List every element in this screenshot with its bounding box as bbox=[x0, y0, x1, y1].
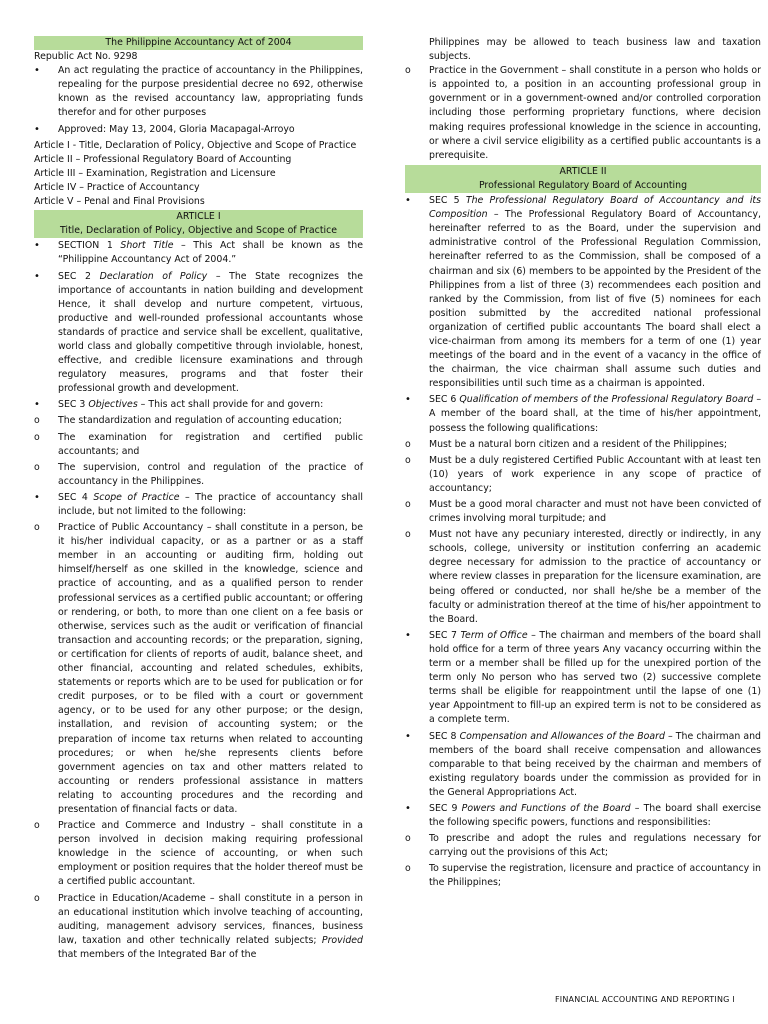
section-text: The examination for registration and certified public accountants; and bbox=[58, 431, 363, 457]
section-text: Must be a good moral character and must not have been convicted of crimes involving moral turpitude; and bbox=[429, 499, 761, 525]
list-marker: • bbox=[405, 629, 411, 641]
list-marker: o bbox=[405, 438, 411, 450]
article-2-title: Professional Regulatory Board of Accounting bbox=[478, 179, 688, 191]
section-text: Practice in Education/Academe – shall constitute in a person in an educational institution which involve teaching of accounting, auditing, management advisory services, finances, business law, taxation and other technically related subjects; bbox=[58, 892, 363, 946]
section-text: – This Act shall be known as the “Philippine Accountancy Act of 2004.” bbox=[58, 240, 363, 266]
section-number: SECTION 1 bbox=[58, 240, 121, 252]
sub-item bbox=[405, 832, 761, 860]
section-text: Practice of Public Accountancy – shall constitute in a person, be it his/her individual capacity, or as a partner or as a staff member in an accounting or auditing firm, holding out himself/herself as one skilled in the knowledge, science and practice of accounting, and as a qualified person to render professional services as a certified public accountant; or offering or rendering, or both, to more than one client on a fee basis or otherwise, services such as the audit or verification of financial transaction and accounting records; or the preparation, signing, or certification for clients of reports of audit, balance sheet, and other financial, accounting and related schedules, exhibits, statements or reports which are to be used for publication or for credit purposes, or to be filed with a court or government agency, or to be used for any other purpose; or the design, installation, and revision of accounting system; or the preparation of income tax returns when related to accounting procedures; or when he/she represents clients before government agencies on tax and other matters related to accounting or renders professional assistance in matters relating to accounting procedures and the recording and presentation of financial facts or data. bbox=[58, 522, 363, 815]
section-text: To supervise the registration, licensure and practice of accountancy in the Philippines; bbox=[429, 863, 761, 889]
act-title-band bbox=[34, 36, 363, 50]
section-bullet bbox=[405, 802, 761, 830]
toc-entry: Article III – Examination, Registration and Licensure bbox=[34, 167, 276, 179]
republic-act-number: Republic Act No. 9298 bbox=[34, 51, 138, 63]
sub-item bbox=[405, 862, 761, 890]
section-text: Must be a duly registered Certified Public Accountant with at least ten (10) years of work experience in any scope of practice of accountancy; bbox=[429, 454, 761, 494]
toc-entry: Article V – Penal and Final Provisions bbox=[34, 196, 205, 208]
section-bullet bbox=[34, 239, 363, 267]
list-marker: • bbox=[405, 195, 411, 207]
continuation-paragraph: Philippines may be allowed to teach business law and taxation subjects. bbox=[429, 37, 761, 63]
sub-item bbox=[405, 528, 761, 627]
section-text: To prescribe and adopt the rules and regulations necessary for carrying out the provisions of this Act; bbox=[429, 833, 761, 859]
list-marker: o bbox=[405, 454, 411, 466]
list-marker: o bbox=[34, 431, 40, 443]
section-text: Practice and Commerce and Industry – shall constitute in a person involved in decision making requiring professional knowledge in the science of accounting, or when such employment or position requires that the holder thereof must be a certified public accountant. bbox=[58, 820, 363, 888]
list-marker: o bbox=[405, 833, 411, 845]
section-text: – This act shall provide for and govern: bbox=[137, 399, 324, 411]
list-marker: o bbox=[405, 65, 411, 77]
article-2-label: ARTICLE II bbox=[559, 165, 607, 177]
section-number: SEC 2 bbox=[58, 270, 100, 282]
toc-entry: Article I - Title, Declaration of Policy, Objective and Scope of Practice bbox=[34, 139, 357, 151]
sub-item bbox=[405, 454, 761, 496]
section-heading: Powers and Functions of the Board bbox=[461, 802, 631, 814]
article-1-label: ARTICLE I bbox=[176, 211, 221, 223]
list-marker: • bbox=[34, 491, 40, 503]
sub-item bbox=[34, 414, 363, 428]
act-title: The Philippine Accountancy Act of 2004 bbox=[105, 37, 292, 48]
section-text: The standardization and regulation of accounting education; bbox=[58, 415, 342, 427]
section-heading: The Professional Regulatory Board of Accountancy and its Composition bbox=[429, 195, 761, 221]
article-2-items bbox=[405, 194, 761, 891]
list-marker: o bbox=[34, 522, 40, 534]
section-number: SEC 7 bbox=[429, 629, 461, 641]
section-text: Must be a natural born citizen and a resident of the Philippines; bbox=[429, 438, 728, 450]
sub-item bbox=[34, 431, 363, 459]
section-text: – A member of the board shall, at the time of his/her appointment, possess the following qualifications: bbox=[429, 394, 762, 434]
list-marker: o bbox=[34, 892, 40, 904]
section-bullet bbox=[405, 393, 761, 435]
sub-item bbox=[405, 64, 761, 163]
emphasis-word: Provided bbox=[321, 934, 363, 946]
section-bullet bbox=[405, 629, 761, 728]
list-marker: • bbox=[405, 802, 411, 814]
section-number: SEC 3 bbox=[58, 399, 89, 411]
section-heading: Qualification of members of the Professional Regulatory Board bbox=[459, 394, 754, 406]
section-number: SEC 5 bbox=[429, 195, 466, 207]
section-text: – The Professional Regulatory Board of Accountancy, hereinafter referred to as the Board, under the supervision and administrative control of the Professional Regulation Commission, hereinafter referred to as the Commission, shall be composed of a chairman and six (6) members to be appointed by the President of the Philippines from a list of three (3) recommendees each position and ranked by the Commission, from list of five (5) nominees for each position submitted by the accredited national professional organization of certified public accountants The board shall elect a vice-chairman from among its members for a term of one (1) year meetings of the board and in the event of a vacancy in the office of the chairman, the vice chairman shall assume such duties and responsibilities until such time as a chairman is appointed. bbox=[429, 209, 761, 390]
scope-items-continued bbox=[405, 64, 761, 163]
list-marker: o bbox=[405, 499, 411, 510]
sub-item bbox=[405, 498, 761, 526]
section-heading: Declaration of Policy bbox=[99, 270, 208, 282]
intro-bullet: • Approved: May 13, 2004, Gloria Macapagal-Arroyo bbox=[34, 123, 295, 135]
list-marker: • bbox=[405, 730, 411, 742]
section-text: – The State recognizes the importance of accountants in nation building and development Hence, it shall develop and nurture competent, virtuous, productive and well-rounded professional accountants whose standards of practice and service shall be excellent, qualitative, world class and globally competitive through inviolable, honest, effective, and credible licensure examinations and through regulatory measures, programs and that foster their professional growth and development. bbox=[58, 270, 363, 395]
list-marker: o bbox=[34, 820, 40, 832]
sub-item bbox=[34, 892, 363, 962]
section-bullet bbox=[405, 730, 761, 800]
section-text: – The practice of accountancy shall include, but not limited to the following: bbox=[58, 491, 363, 517]
section-text-tail: that members of the Integrated Bar of the bbox=[58, 948, 257, 960]
list-marker: • bbox=[34, 240, 40, 252]
list-marker: o bbox=[34, 461, 40, 473]
article-1-items bbox=[34, 239, 363, 962]
right-column bbox=[405, 36, 761, 893]
sub-item bbox=[34, 819, 363, 889]
page-footer: FINANCIAL ACCOUNTING AND REPORTING I bbox=[555, 995, 735, 1004]
section-heading: Compensation and Allowances of the Board bbox=[459, 730, 665, 742]
intro-bullet: • An act regulating the practice of accountancy in the Philippines, repealing for the purpose presidential decree no 692, otherwise known as the revised accountancy law, appropriating funds therefor and for other purposes bbox=[34, 65, 363, 119]
article-1-title: Title, Declaration of Policy, Objective and Scope of Practice bbox=[59, 225, 338, 237]
section-heading: Short Title bbox=[120, 240, 174, 252]
section-bullet bbox=[34, 270, 363, 397]
list-marker: • bbox=[34, 399, 40, 411]
section-text: Practice in the Government – shall constitute in a person who holds or is appointed to, a position in an accounting professional group in government or in a government-owned and/or controlled corporation including those performing proprietary functions, where decision making requires professional knowledge in the science in accounting, or where a civil service eligibility as a certified public accountants is a prerequisite. bbox=[429, 65, 761, 161]
list-marker: • bbox=[34, 270, 40, 282]
section-text: – The chairman and members of the board shall hold office for a term of three years Any vacancy occurring within the term or a member shall be filled up for the unexpired portion of the term only No person who has served two (2) successive complete terms shall be eligible for reappointment until the lapse of one (1) year Appointment to fill-up an expired term is not to be considered as a complete term. bbox=[429, 629, 761, 726]
section-number: SEC 9 bbox=[429, 802, 462, 814]
section-text: The supervision, control and regulation of the practice of accountancy in the Philippines. bbox=[58, 461, 363, 487]
list-marker: o bbox=[34, 415, 40, 427]
article-2-band bbox=[405, 165, 761, 193]
section-heading: Objectives bbox=[88, 399, 138, 411]
section-text: – The chairman and members of the board shall receive compensation and allowances comparable to that being received by the chairman and members of existing regulatory boards under the commission as provided for in the General Appropriations Act. bbox=[429, 730, 762, 798]
section-number: SEC 4 bbox=[58, 491, 94, 503]
toc-entry: Article II – Professional Regulatory Board of Accounting bbox=[34, 153, 292, 165]
sub-item bbox=[34, 461, 363, 489]
section-bullet bbox=[34, 398, 363, 412]
section-bullet bbox=[405, 194, 761, 391]
list-marker: • bbox=[405, 394, 411, 406]
section-heading: Scope of Practice bbox=[93, 491, 180, 503]
sub-item bbox=[34, 521, 363, 817]
section-bullet bbox=[34, 491, 363, 519]
toc-entry: Article IV – Practice of Accountancy bbox=[34, 181, 200, 193]
sub-item bbox=[405, 438, 761, 452]
list-marker: o bbox=[405, 863, 411, 875]
section-heading: Term of Office bbox=[460, 629, 528, 641]
section-number: SEC 6 bbox=[429, 394, 460, 406]
section-text: Must not have any pecuniary interested, directly or indirectly, in any schools, college, university or institution conferring an academic degree necessary for admission to the practice of accountancy or where review classes in preparation for the licensure examination, are being offered or conducted, nor shall he/she be a member of the faculty or administration thereof at the time of his/her appointment to the Board. bbox=[429, 529, 761, 625]
list-marker: o bbox=[405, 529, 411, 541]
left-column bbox=[34, 36, 363, 964]
section-text: – The board shall exercise the following specific powers, functions and responsibilities: bbox=[429, 802, 761, 829]
article-1-band bbox=[34, 210, 363, 238]
section-number: SEC 8 bbox=[429, 730, 460, 742]
